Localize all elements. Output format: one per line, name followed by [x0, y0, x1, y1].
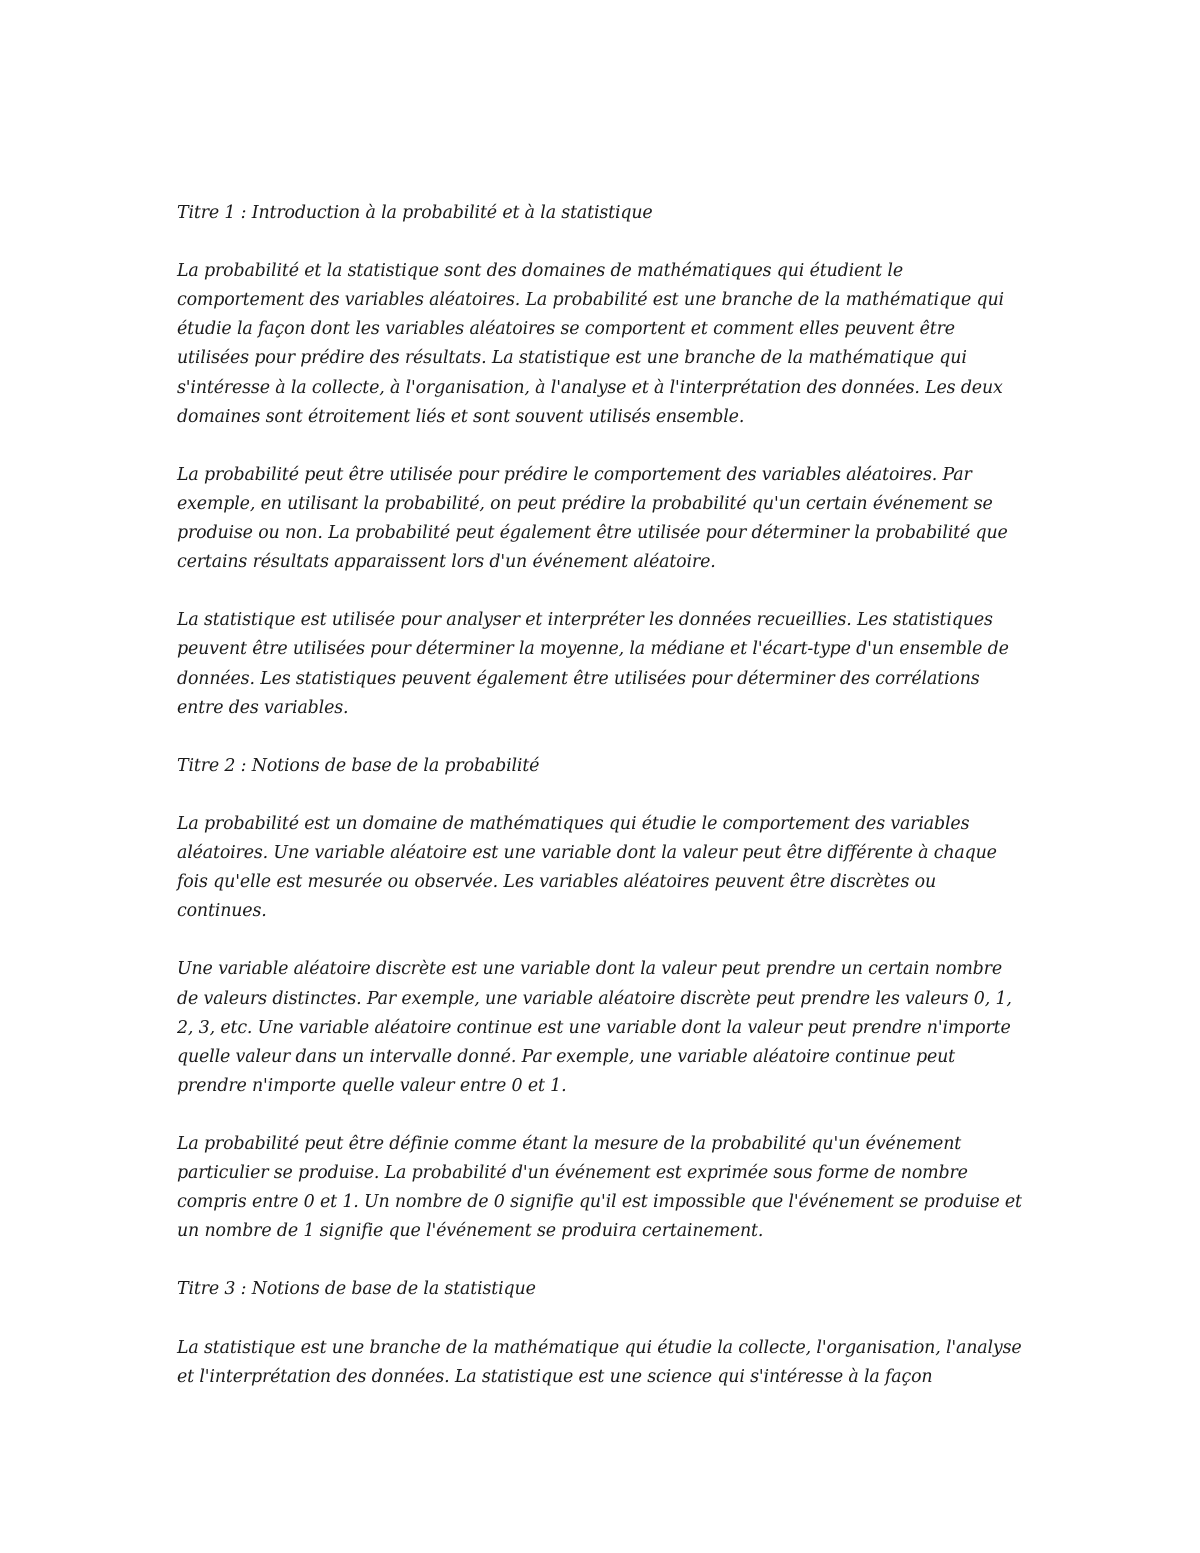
section-2-title: Titre 2 : Notions de base de la probabilité [177, 755, 540, 776]
section-2-paragraph-3: La probabilité peut être définie comme étant la mesure de la probabilité qu'un événement particulier se produise. La probabilité d'un événement est exprimée sous forme de nombre compris entre 0 et 1. Un nombre de 0 signifie qu'il est impossible que l'événement se produise et un nombre de 1 signifie que l'événement se produira certainement. [177, 1134, 1022, 1242]
document-body [177, 199, 1027, 1421]
section-1-title: Titre 1 : Introduction à la probabilité et à la statistique [177, 203, 653, 223]
section-2-paragraph-1: La probabilité est un domaine de mathématiques qui étudie le comportement des variables aléatoires. Une variable aléatoire est une variable dont la valeur peut être différente à chaque fois qu'elle est mesurée ou observée. Les variables aléatoires peuvent être discrètes ou continues. [177, 813, 997, 922]
section-1-paragraph-2: La probabilité peut être utilisée pour prédire le comportement des variables aléatoires. Par exemple, en utilisant la probabilité, on peut prédire la probabilité qu'un certain événement se produise ou non. La probabilité peut également être utilisée pour déterminer la probabilité que certains résultats apparaissent lors d'un événement aléatoire. [177, 464, 1008, 573]
section-2-paragraph-2: Une variable aléatoire discrète est une variable dont la valeur peut prendre un certain nombre de valeurs distinctes. Par exemple, une variable aléatoire discrète peut prendre les valeurs 0, 1, 2, 3, etc. Une variable aléatoire continue est une variable dont la valeur peut prendre n'importe quelle valeur dans un intervalle donné. Par exemple, une variable aléatoire continue peut prendre n'importe quelle valeur entre 0 et 1. [177, 959, 1012, 1096]
section-1-paragraph-3: La statistique est utilisée pour analyser et interpréter les données recueillies. Les statistiques peuvent être utilisées pour déterminer la moyenne, la médiane et l'écart-type d'un ensemble de données. Les statistiques peuvent également être utilisées pour déterminer des corrélations entre des variables. [177, 610, 1009, 718]
section-3-title: Titre 3 : Notions de base de la statistique [177, 1279, 536, 1300]
section-3-paragraph-1: La statistique est une branche de la mathématique qui étudie la collecte, l'organisation, l'analyse et l'interprétation des données. La statistique est une science qui s'intéresse à la façon [177, 1337, 1022, 1387]
section-1-paragraph-1: La probabilité et la statistique sont des domaines de mathématiques qui étudient le comportement des variables aléatoires. La probabilité est une branche de la mathématique qui étudie la façon dont les variables aléatoires se comportent et comment elles peuvent être utilisées pour prédire des résultats. La statistique est une branche de la mathématique qui s'intéresse à la collecte, à l'organisation, à l'analyse et à l'interprétation des données. Les deux domaines sont étroitement liés et sont souvent utilisés ensemble. [177, 261, 1004, 427]
